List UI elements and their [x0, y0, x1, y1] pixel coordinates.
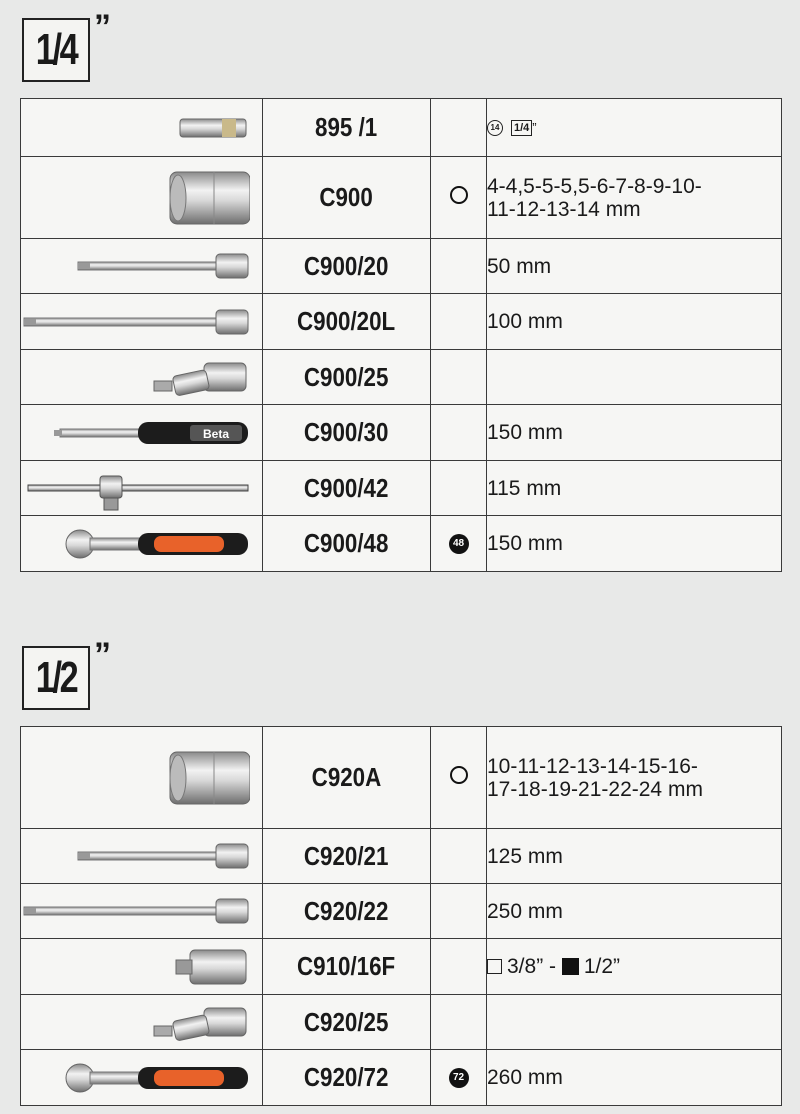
tool-image-cell: [21, 516, 263, 572]
tool-image-cell: [21, 829, 263, 884]
table-row: [21, 239, 782, 294]
tool-description-cell: [487, 405, 782, 461]
adapter-separator: -: [543, 955, 562, 978]
tool-code-cell: [263, 829, 431, 884]
tool-code-cell: [263, 99, 431, 157]
tool-code-cell: [263, 995, 431, 1050]
tool-description: 125 mm: [487, 844, 563, 868]
profile-symbol-cell: [431, 239, 487, 294]
profile-symbol-cell: [431, 405, 487, 461]
extension-bar-icon: [18, 832, 250, 881]
tool-description-cell: [487, 461, 782, 516]
table-row: [21, 157, 782, 239]
tool-description-cell: [487, 884, 782, 939]
sliding-t-bar-icon: [18, 464, 250, 513]
table-row: [21, 294, 782, 350]
socket-size-badge: 14: [487, 120, 503, 136]
tool-description-cell: [487, 99, 782, 157]
tool-image-cell: [21, 1050, 263, 1106]
drive-size-mini-badge: 1/4: [511, 120, 532, 136]
tool-image-cell: [21, 239, 263, 294]
profile-symbol-cell: [431, 1050, 487, 1106]
socket-icon: [18, 160, 250, 236]
tool-description: 100 mm: [487, 310, 563, 333]
tool-image-cell: [21, 995, 263, 1050]
tool-code: C910/16F: [297, 951, 396, 981]
tool-description: 260 mm: [487, 1066, 563, 1089]
tool-table-quarter-inch: [20, 98, 782, 572]
tool-code-cell: [263, 939, 431, 995]
table-row: [21, 1050, 782, 1106]
adapter-from-size: 3/8”: [507, 955, 544, 978]
male-square-drive-icon: [562, 958, 579, 975]
table-row: [21, 829, 782, 884]
profile-symbol-cell: [431, 294, 487, 350]
table-row: [21, 727, 782, 829]
tool-description: 10-11-12-13-14-15-16- 17-18-19-21-22-24 mm: [487, 754, 703, 801]
tool-code: C920/21: [304, 840, 389, 871]
tool-image-cell: [21, 939, 263, 995]
tool-description-cell: [487, 1050, 782, 1106]
profile-symbol-cell: [431, 884, 487, 939]
ratchet-teeth-icon: 48: [449, 534, 469, 554]
hex-profile-icon: [450, 766, 468, 784]
tool-code-cell: [263, 1050, 431, 1106]
profile-symbol-cell: [431, 727, 487, 829]
profile-symbol-cell: [431, 995, 487, 1050]
drive-size-badge: 1/4: [22, 18, 90, 82]
tool-description-cell: [487, 350, 782, 405]
extension-bar-icon: [18, 242, 250, 291]
hex-profile-icon: [450, 186, 468, 204]
tool-code: C900/25: [304, 361, 389, 392]
tool-code-cell: [263, 350, 431, 405]
tool-description-cell: [487, 516, 782, 572]
tool-description: 150 mm: [487, 532, 563, 555]
tool-code: C900/30: [304, 417, 389, 447]
adapter-icon: [18, 942, 250, 992]
female-square-drive-icon: [487, 959, 502, 974]
ratchet-icon: [18, 1053, 250, 1103]
tool-description-cell: [487, 157, 782, 239]
ratchet-icon: [18, 519, 250, 569]
tool-code-cell: [263, 727, 431, 829]
tool-image-cell: [21, 157, 263, 239]
tool-table-half-inch: [20, 726, 782, 1106]
socket-adapter-icon: [18, 102, 250, 154]
tool-code: C900/42: [304, 472, 389, 503]
tool-code: C900/48: [304, 528, 389, 558]
table-row: [21, 350, 782, 405]
tool-code-cell: [263, 516, 431, 572]
tool-description-cell: [487, 727, 782, 829]
tool-code-cell: [263, 461, 431, 516]
tool-code: C900/20L: [297, 306, 396, 336]
tool-image-cell: [21, 727, 263, 829]
tool-image-cell: [21, 350, 263, 405]
adapter-to-size: 1/2”: [583, 955, 621, 978]
table-row: [21, 99, 782, 157]
tool-image-cell: [21, 461, 263, 516]
profile-symbol-cell: [431, 829, 487, 884]
tool-code: C920/25: [304, 1006, 389, 1037]
tool-code-cell: [263, 157, 431, 239]
tool-description-cell: [487, 829, 782, 884]
tool-code-cell: [263, 884, 431, 939]
tool-description-cell: [487, 294, 782, 350]
svg-text:Beta: Beta: [202, 426, 230, 441]
table-row: [21, 516, 782, 572]
long-extension-bar-icon: [18, 297, 250, 347]
tool-code: 895 /1: [315, 112, 378, 142]
tool-code-cell: [263, 294, 431, 350]
tool-description-cell: [487, 939, 782, 995]
profile-symbol-cell: [431, 350, 487, 405]
table-row: [21, 405, 782, 461]
socket-icon: [18, 730, 250, 826]
tool-code: C920A: [311, 762, 382, 792]
table-row: [21, 995, 782, 1050]
tool-image-cell: [21, 405, 263, 461]
inch-mark: ”: [532, 120, 537, 135]
table-row: [21, 884, 782, 939]
tool-code-cell: [263, 239, 431, 294]
profile-symbol-cell: [431, 157, 487, 239]
table-row: [21, 461, 782, 516]
universal-joint-icon: [18, 998, 250, 1047]
profile-symbol-cell: [431, 516, 487, 572]
tool-description-cell: [487, 239, 782, 294]
screwdriver-handle-icon: [18, 408, 250, 458]
universal-joint-icon: [18, 353, 250, 402]
ratchet-teeth-icon: 72: [449, 1068, 469, 1088]
profile-symbol-cell: [431, 99, 487, 157]
profile-symbol-cell: [431, 461, 487, 516]
long-extension-bar-icon: [18, 887, 250, 936]
tool-description: 250 mm: [487, 899, 563, 923]
tool-description: 115 mm: [487, 476, 562, 500]
tool-image-cell: [21, 294, 263, 350]
tool-image-cell: [21, 99, 263, 157]
profile-symbol-cell: [431, 939, 487, 995]
tool-image-cell: [21, 884, 263, 939]
tool-code: C900: [319, 182, 374, 212]
tool-description: 150 mm: [487, 421, 563, 444]
tool-description: 4-4,5-5-5,5-6-7-8-9-10- 11-12-13-14 mm: [487, 174, 702, 221]
tool-description-cell: [487, 995, 782, 1050]
inch-mark: ”: [94, 8, 111, 46]
tool-code: C920/72: [304, 1062, 389, 1092]
tool-code: C900/20: [304, 250, 389, 281]
tool-code-cell: [263, 405, 431, 461]
table-row: [21, 939, 782, 995]
inch-mark: ”: [94, 636, 111, 674]
tool-description: 50 mm: [487, 254, 552, 278]
drive-size-badge: 1/2: [22, 646, 90, 710]
tool-code: C920/22: [304, 895, 389, 926]
